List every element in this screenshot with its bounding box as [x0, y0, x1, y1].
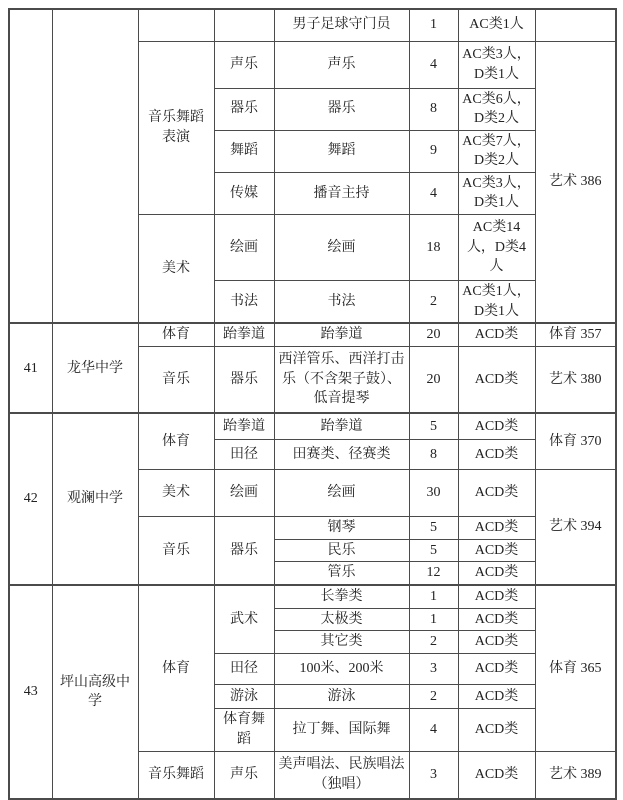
count-cell: 8 [409, 439, 458, 469]
item-cell: 其它类 [274, 631, 409, 654]
subcategory-cell: 跆拳道 [214, 413, 274, 439]
item-cell: 声乐 [274, 41, 409, 88]
count-cell: 3 [409, 653, 458, 684]
category-cell: 音乐舞蹈表演 [138, 41, 214, 215]
class-quota-cell: ACD类 [458, 539, 535, 562]
class-quota-cell: ACD类 [458, 585, 535, 608]
score-line-cell [535, 9, 616, 41]
row-no-cell: 41 [9, 323, 52, 413]
item-cell: 绘画 [274, 469, 409, 516]
item-cell: 跆拳道 [274, 323, 409, 346]
count-cell: 2 [409, 631, 458, 654]
category-cell: 美术 [138, 215, 214, 324]
subcategory-cell: 游泳 [214, 684, 274, 708]
count-cell: 20 [409, 346, 458, 413]
item-cell: 西洋管乐、西洋打击乐（不含架子鼓）、低音提琴 [274, 346, 409, 413]
subcategory-cell: 跆拳道 [214, 323, 274, 346]
count-cell: 4 [409, 708, 458, 751]
item-cell: 舞蹈 [274, 130, 409, 172]
item-cell: 跆拳道 [274, 413, 409, 439]
score-line-cell: 艺术 389 [535, 751, 616, 799]
count-cell: 20 [409, 323, 458, 346]
class-quota-cell: ACD类 [458, 439, 535, 469]
item-cell: 男子足球守门员 [274, 9, 409, 41]
item-cell: 100米、200米 [274, 653, 409, 684]
count-cell: 30 [409, 469, 458, 516]
class-quota-cell: ACD类 [458, 684, 535, 708]
category-cell: 音乐 [138, 346, 214, 413]
count-cell: 5 [409, 516, 458, 539]
count-cell: 8 [409, 88, 458, 130]
category-cell [138, 9, 214, 41]
subcategory-cell: 器乐 [214, 516, 274, 585]
count-cell: 9 [409, 130, 458, 172]
class-quota-cell: ACD类 [458, 653, 535, 684]
class-quota-cell: AC类3人，D类1人 [458, 41, 535, 88]
row-no-cell [9, 9, 52, 323]
count-cell: 1 [409, 585, 458, 608]
subcategory-cell: 传媒 [214, 172, 274, 214]
item-cell: 器乐 [274, 88, 409, 130]
class-quota-cell: ACD类 [458, 516, 535, 539]
count-cell: 5 [409, 539, 458, 562]
class-quota-cell: ACD类 [458, 346, 535, 413]
item-cell: 绘画 [274, 215, 409, 281]
score-line-cell: 艺术 380 [535, 346, 616, 413]
class-quota-cell: AC类3人，D类1人 [458, 172, 535, 214]
class-quota-cell: ACD类 [458, 708, 535, 751]
class-quota-cell: ACD类 [458, 413, 535, 439]
item-cell: 播音主持 [274, 172, 409, 214]
school-name-cell: 坪山高级中学 [52, 585, 138, 799]
item-cell: 民乐 [274, 539, 409, 562]
category-cell: 音乐舞蹈 [138, 751, 214, 799]
subcategory-cell [214, 9, 274, 41]
class-quota-cell: AC类6人，D类2人 [458, 88, 535, 130]
item-cell: 田赛类、径赛类 [274, 439, 409, 469]
category-cell: 体育 [138, 413, 214, 469]
class-quota-cell: AC类1人，D类1人 [458, 281, 535, 324]
admission-quota-table [8, 8, 617, 800]
class-quota-cell: ACD类 [458, 323, 535, 346]
score-line-cell: 艺术 386 [535, 41, 616, 323]
class-quota-cell: ACD类 [458, 562, 535, 585]
count-cell: 1 [409, 9, 458, 41]
category-cell: 美术 [138, 469, 214, 516]
subcategory-cell: 绘画 [214, 469, 274, 516]
subcategory-cell: 体育舞蹈 [214, 708, 274, 751]
subcategory-cell: 器乐 [214, 88, 274, 130]
class-quota-cell: ACD类 [458, 608, 535, 631]
item-cell: 游泳 [274, 684, 409, 708]
subcategory-cell: 绘画 [214, 215, 274, 281]
item-cell: 书法 [274, 281, 409, 324]
subcategory-cell: 舞蹈 [214, 130, 274, 172]
count-cell: 18 [409, 215, 458, 281]
school-name-cell [52, 9, 138, 323]
subcategory-cell: 器乐 [214, 346, 274, 413]
score-line-cell: 体育 357 [535, 323, 616, 346]
count-cell: 12 [409, 562, 458, 585]
item-cell: 美声唱法、民族唱法（独唱） [274, 751, 409, 799]
class-quota-cell: ACD类 [458, 751, 535, 799]
item-cell: 钢琴 [274, 516, 409, 539]
class-quota-cell: AC类7人，D类2人 [458, 130, 535, 172]
item-cell: 长拳类 [274, 585, 409, 608]
count-cell: 5 [409, 413, 458, 439]
subcategory-cell: 田径 [214, 653, 274, 684]
row-no-cell: 43 [9, 585, 52, 799]
subcategory-cell: 声乐 [214, 751, 274, 799]
school-name-cell: 观澜中学 [52, 413, 138, 585]
item-cell: 太极类 [274, 608, 409, 631]
count-cell: 2 [409, 281, 458, 324]
school-name-cell: 龙华中学 [52, 323, 138, 413]
count-cell: 4 [409, 41, 458, 88]
row-no-cell: 42 [9, 413, 52, 585]
count-cell: 3 [409, 751, 458, 799]
subcategory-cell: 武术 [214, 585, 274, 653]
class-quota-cell: ACD类 [458, 469, 535, 516]
category-cell: 体育 [138, 585, 214, 751]
item-cell: 管乐 [274, 562, 409, 585]
score-line-cell: 体育 365 [535, 585, 616, 751]
item-cell: 拉丁舞、国际舞 [274, 708, 409, 751]
class-quota-cell: AC类14人，D类4人 [458, 215, 535, 281]
subcategory-cell: 书法 [214, 281, 274, 324]
count-cell: 4 [409, 172, 458, 214]
category-cell: 体育 [138, 323, 214, 346]
category-cell: 音乐 [138, 516, 214, 585]
class-quota-cell: ACD类 [458, 631, 535, 654]
count-cell: 1 [409, 608, 458, 631]
score-line-cell: 体育 370 [535, 413, 616, 469]
score-line-cell: 艺术 394 [535, 469, 616, 585]
subcategory-cell: 田径 [214, 439, 274, 469]
subcategory-cell: 声乐 [214, 41, 274, 88]
class-quota-cell: AC类1人 [458, 9, 535, 41]
count-cell: 2 [409, 684, 458, 708]
